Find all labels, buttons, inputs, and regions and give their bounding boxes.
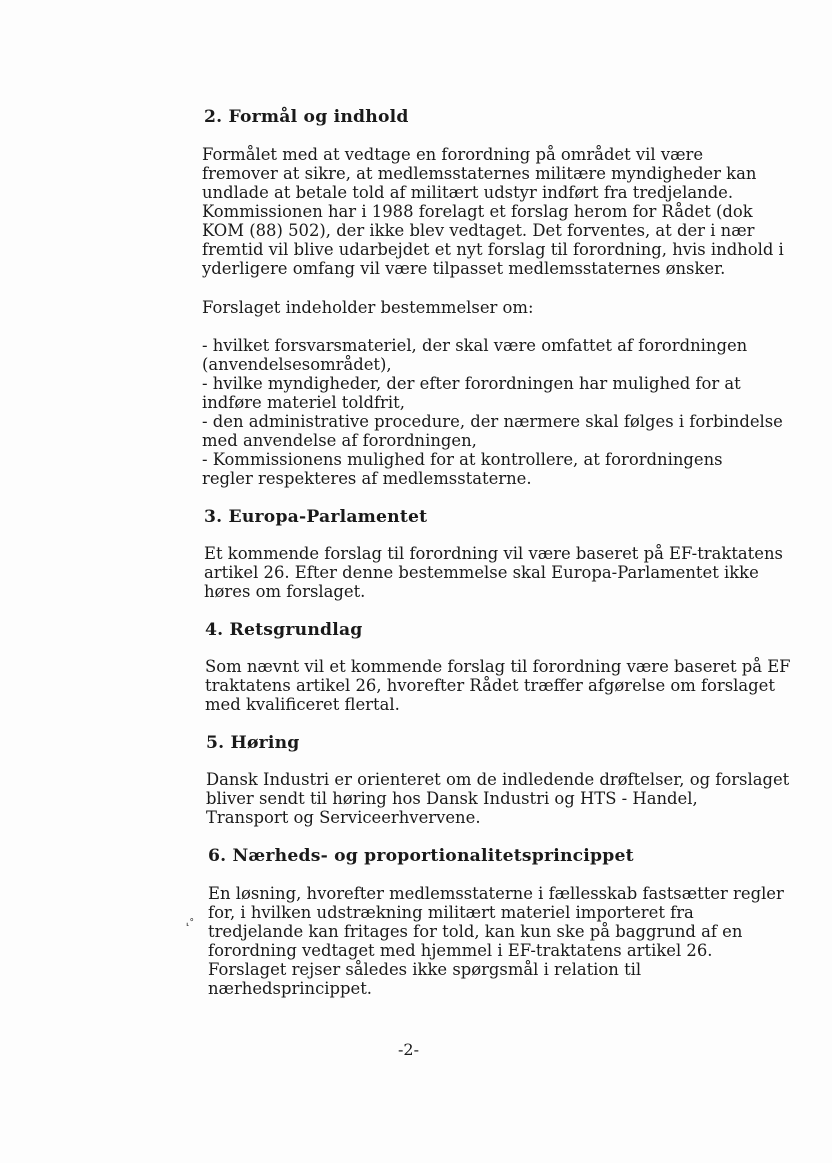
list-item: - den administrative procedure, der nærmere skal følges i forbindelse: [202, 412, 783, 431]
body-line: Formålet med at vedtage en forordning på området vil være: [202, 145, 704, 164]
list-item: indføre materiel toldfrit,: [202, 393, 405, 412]
body-line: tredjelande kan fritages for told, kan kun ske på baggrund af en: [208, 922, 743, 941]
body-line: Transport og Serviceerhvervene.: [206, 808, 481, 827]
body-line: Som nævnt vil et kommende forslag til forordning være baseret på EF: [205, 657, 791, 676]
body-line: fremtid vil blive udarbejdet et nyt forslag til forordning, hvis indhold i: [202, 240, 784, 259]
list-item: - hvilke myndigheder, der efter forordningen har mulighed for at: [202, 374, 741, 393]
section-heading-formaal: 2. Formål og indhold: [204, 107, 409, 127]
body-line: Forslaget rejser således ikke spørgsmål i relation til: [208, 960, 642, 979]
body-line: yderligere omfang vil være tilpasset medlemsstaternes ønsker.: [202, 259, 726, 278]
body-line: med kvalificeret flertal.: [205, 695, 400, 714]
section-heading-hoering: 5. Høring: [206, 733, 300, 753]
list-item: - Kommissionens mulighed for at kontrollere, at forordningens: [202, 450, 723, 469]
body-line: Kommissionen har i 1988 forelagt et forslag herom for Rådet (dok: [202, 202, 753, 221]
body-line: traktatens artikel 26, hvorefter Rådet træffer afgørelse om forslaget: [205, 676, 775, 695]
section-heading-retsgrundlag: 4. Retsgrundlag: [205, 620, 363, 640]
list-item: regler respekteres af medlemsstaterne.: [202, 469, 532, 488]
body-line: Et kommende forslag til forordning vil være baseret på EF-traktatens: [204, 544, 783, 563]
body-line: artikel 26. Efter denne bestemmelse skal Europa-Parlamentet ikke: [204, 563, 759, 582]
section-heading-europa-parlamentet: 3. Europa-Parlamentet: [204, 507, 428, 527]
body-line: Dansk Industri er orienteret om de indledende drøftelser, og forslaget: [206, 770, 790, 789]
body-line: En løsning, hvorefter medlemsstaterne i fællesskab fastsætter regler: [208, 884, 784, 903]
body-line: høres om forslaget.: [204, 582, 366, 601]
page-number: -2-: [398, 1040, 419, 1059]
section-heading-naerhedsprincippet: 6. Nærheds- og proportionalitetsprincippet: [208, 846, 634, 866]
body-line: forordning vedtaget med hjemmel i EF-traktatens artikel 26.: [208, 941, 713, 960]
body-line: fremover at sikre, at medlemsstaternes militære myndigheder kan: [202, 164, 757, 183]
body-line: bliver sendt til høring hos Dansk Industri og HTS - Handel,: [206, 789, 698, 808]
body-line: undlade at betale told af militært udstyr indført fra tredjelande.: [202, 183, 734, 202]
body-line: nærhedsprincippet.: [208, 979, 372, 998]
body-line: Forslaget indeholder bestemmelser om:: [202, 298, 534, 317]
body-line: KOM (88) 502), der ikke blev vedtaget. Det forventes, at der i nær: [202, 221, 755, 240]
list-item: (anvendelsesområdet),: [202, 355, 392, 374]
list-item: med anvendelse af forordningen,: [202, 431, 477, 450]
scan-mark: ⸤°: [186, 918, 195, 928]
list-item: - hvilket forsvarsmateriel, der skal være omfattet af forordningen: [202, 336, 748, 355]
body-line: for, i hvilken udstrækning militært materiel importeret fra: [208, 903, 694, 922]
